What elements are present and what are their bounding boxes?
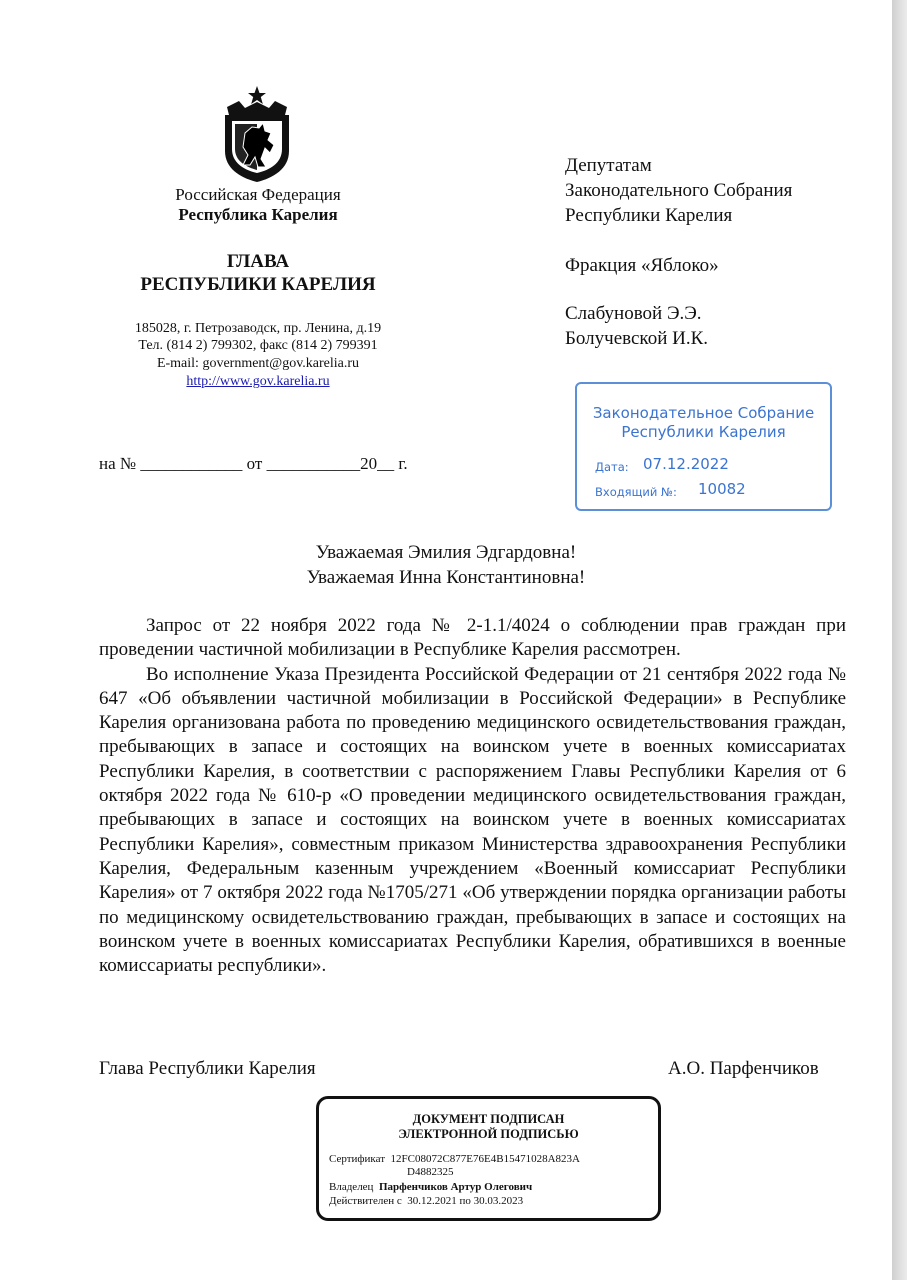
esig-valid-to: 30.03.2023 xyxy=(473,1195,524,1207)
stamp-org-name: Законодательное Собрание xyxy=(592,404,815,422)
esig-valid-label: Действителен с xyxy=(329,1195,402,1207)
reference-line: на № ____________ от ___________20__ г. xyxy=(99,454,408,473)
republic-name: Республика Карелия xyxy=(178,205,338,224)
esig-title: ДОКУМЕНТ ПОДПИСАН xyxy=(412,1112,565,1126)
letter-body xyxy=(99,614,846,978)
esig-valid-to-label: по xyxy=(459,1195,471,1207)
sender-phone: Тел. (814 2) 799302, факс (814 2) 799391 xyxy=(138,338,378,353)
addressee-name: Слабуновой Э.Э. xyxy=(565,303,702,324)
esig-owner-value: Парфенчиков Артур Олегович xyxy=(378,1181,533,1193)
greeting-line: Уважаемая Инна Константиновна! xyxy=(306,567,586,588)
esig-certificate-cont: D4882325 xyxy=(407,1166,454,1178)
registration-stamp xyxy=(575,382,832,511)
body-paragraph: Во исполнение Указа Президента Российской Федерации от 21 сентября 2022 года № 647 «Об объявлении частичной мобилизации в Российской Федерации» в Республике Карелия организована работа по проведению медицинского освидетельствования граждан, пребывающих в запасе и состоящих на воинском учете в военных комиссариатах Республики Карелия, в соответствии с распоряжением Главы Республики Карелия от 6 октября 2022 года № 610-р «О проведении медицинского освидетельствования граждан, пребывающих в запасе и состоящих на воинском учете в военных комиссариатах Республики Карелия», совместным приказом Министерства здравоохранения Республики Карелия, Федеральным казенным учреждением «Военный комиссариат Республики Карелия» от 7 октября 2022 года №1705/271 «Об утверждении порядка организации работы по медицинскому освидетельствованию граждан, пребывающих в запасе и состоящих на воинском учете в военных комиссариатах Республики Карелия, обратившихся в военные комиссариаты республики». xyxy=(99,663,846,977)
stamp-date-label: Дата: xyxy=(595,460,629,474)
stamp-date-value: 07.12.2022 xyxy=(643,455,729,473)
stamp-number-label: Входящий №: xyxy=(595,485,677,499)
body-paragraph: Запрос от 22 ноября 2022 года № 2-1.1/4024 о соблюдении прав граждан при проведении частичной мобилизации в Республике Карелия рассмотрен. xyxy=(99,615,846,661)
esig-certificate xyxy=(329,1152,580,1166)
esig-owner-label: Владелец xyxy=(329,1181,374,1193)
esig-owner xyxy=(329,1180,532,1194)
greeting-line: Уважаемая Эмилия Эдгардовна! xyxy=(315,542,577,563)
country-name: Российская Федерация xyxy=(175,185,341,204)
esig-certificate-label: Сертификат xyxy=(329,1153,385,1165)
esig-certificate-value: 12FC08072C877E76E4B15471028A823A xyxy=(390,1153,580,1165)
stamp-number-value: 10082 xyxy=(698,480,746,498)
addressee-line: Республики Карелия xyxy=(565,205,733,226)
electronic-signature-stamp xyxy=(316,1096,661,1221)
coat-of-arms-icon xyxy=(219,85,295,183)
sender-title: ГЛАВА xyxy=(226,251,290,272)
stamp-org-region: Республики Карелия xyxy=(621,423,786,441)
page-edge-shadow xyxy=(892,0,907,1280)
sender-email: E-mail: government@gov.karelia.ru xyxy=(156,356,360,371)
esig-validity xyxy=(329,1194,523,1208)
addressee-name: Болучевской И.К. xyxy=(565,328,709,349)
addressee-line: Законодательного Собрания xyxy=(565,180,793,201)
addressee-line: Депутатам xyxy=(565,155,652,176)
sender-address: 185028, г. Петрозаводск, пр. Ленина, д.19 xyxy=(134,321,382,336)
signatory-name: А.О. Парфенчиков xyxy=(668,1058,819,1079)
signatory-position: Глава Республики Карелия xyxy=(99,1058,316,1079)
sender-title-republic: РЕСПУБЛИКИ КАРЕЛИЯ xyxy=(140,274,376,295)
esig-valid-from: 30.12.2021 xyxy=(407,1195,457,1207)
esig-title: ЭЛЕКТРОННОЙ ПОДПИСЬЮ xyxy=(398,1127,579,1141)
sender-website-link[interactable]: http://www.gov.karelia.ru xyxy=(186,374,330,389)
addressee-faction: Фракция «Яблоко» xyxy=(565,255,719,276)
